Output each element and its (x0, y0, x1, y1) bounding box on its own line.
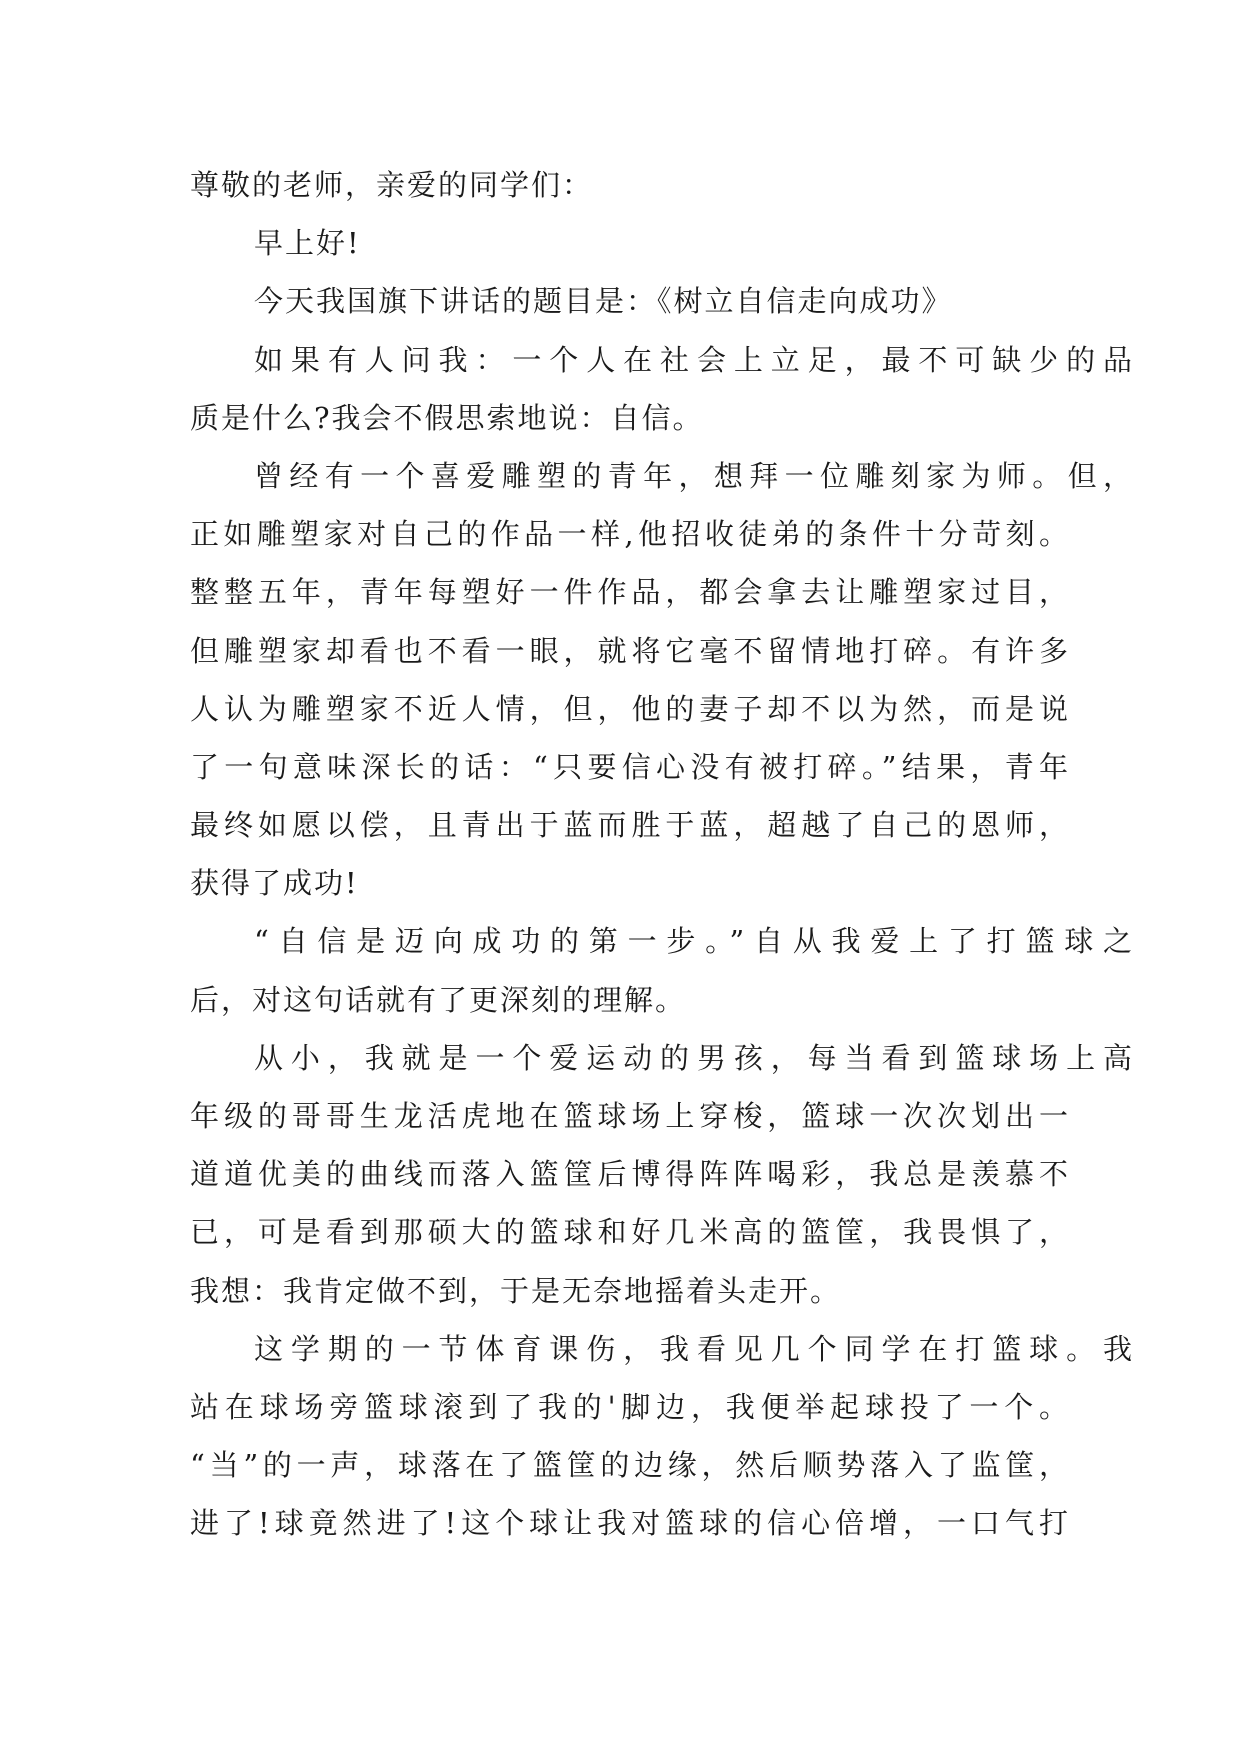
text-line: 道道优美的曲线而落入篮筐后博得阵阵喝彩，我总是羡慕不 (190, 1157, 1070, 1192)
text-line: 正如雕塑家对自己的作品一样,他招收徒弟的条件十分苛刻。 (190, 517, 1070, 552)
text-line: 已，可是看到那硕大的篮球和好几米高的篮筐，我畏惧了， (190, 1215, 1070, 1250)
text-line: 人认为雕塑家不近人情，但，他的妻子却不以为然，而是说 (190, 691, 1070, 726)
text-line: 早上好! (254, 226, 361, 261)
text-line: 站在球场旁篮球滚到了我的'脚边，我便举起球投了一个。 (190, 1389, 1070, 1424)
text-line: “当”的一声，球落在了篮筐的边缘，然后顺势落入了监筐， (190, 1448, 1070, 1483)
text-line: 今天我国旗下讲话的题目是：《树立自信走向成功》 (254, 284, 953, 319)
text-line: “自信是迈向成功的第一步。”自从我爱上了打篮球之 (254, 924, 1134, 959)
text-line: 尊敬的老师，亲爱的同学们： (190, 168, 594, 202)
document-body (190, 156, 1134, 1553)
text-line: 年级的哥哥生龙活虎地在篮球场上穿梭，篮球一次次划出一 (190, 1099, 1070, 1133)
text-line: 后，对这句话就有了更深刻的理解。 (190, 982, 687, 1017)
text-line: 进了!球竟然进了!这个球让我对篮球的信心倍增，一口气打 (190, 1506, 1070, 1541)
text-line: 曾经有一个喜爱雕塑的青年，想拜一位雕刻家为师。但， (254, 458, 1134, 493)
text-line: 整整五年，青年每塑好一件作品，都会拿去让雕塑家过目， (190, 575, 1070, 610)
text-line: 质是什么?我会不假思索地说：自信。 (190, 400, 704, 435)
text-line: 最终如愿以偿，且青出于蓝而胜于蓝，超越了自己的恩师， (190, 808, 1070, 843)
text-line: 我想：我肯定做不到，于是无奈地摇着头走开。 (190, 1273, 842, 1308)
text-line: 了一句意味深长的话：“只要信心没有被打碎。”结果，青年 (190, 749, 1070, 784)
text-line: 获得了成功! (190, 866, 359, 901)
text-line: 从小，我就是一个爱运动的男孩，每当看到篮球场上高 (254, 1040, 1134, 1075)
text-line: 但雕塑家却看也不看一眼，就将它毫不留情地打碎。有许多 (190, 633, 1070, 668)
text-line: 这学期的一节体育课伤，我看见几个同学在打篮球。我 (254, 1331, 1134, 1366)
text-line: 如果有人问我：一个人在社会上立足，最不可缺少的品 (254, 342, 1134, 377)
